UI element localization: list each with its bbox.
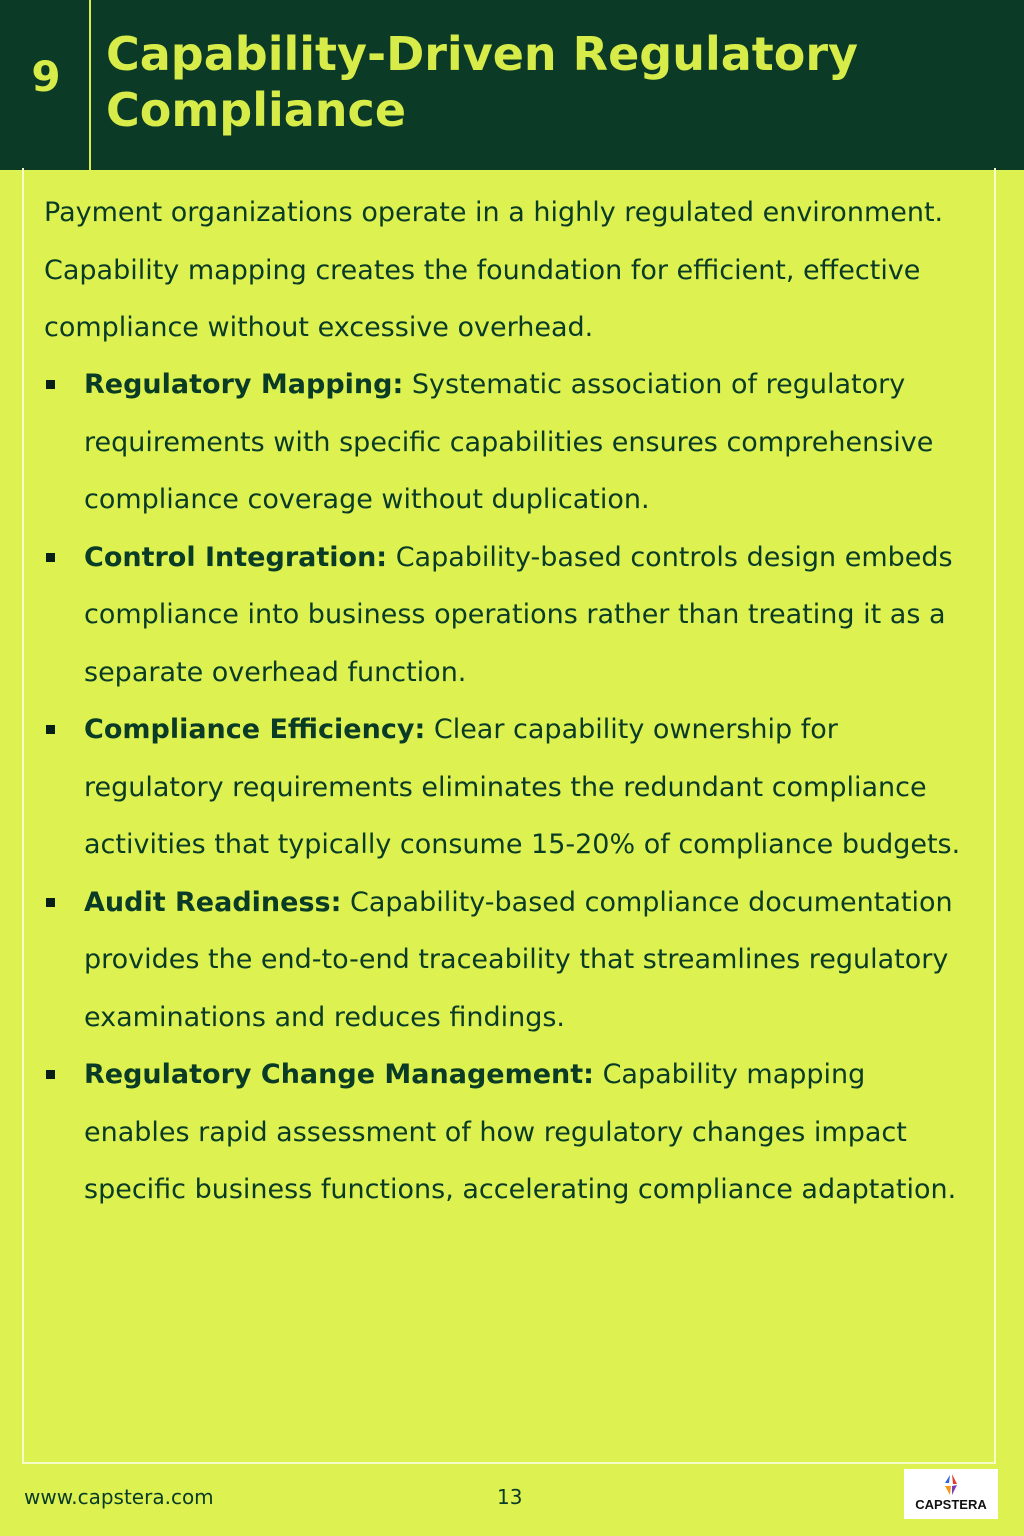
bullet-item-regulatory-mapping <box>44 356 974 529</box>
page-title: Capability-Driven Regulatory Compliance <box>106 27 859 137</box>
bullet-item-control-integration <box>44 529 974 702</box>
bullet-list <box>44 356 974 1219</box>
bullet-title: Regulatory Change Management: <box>84 1059 594 1090</box>
website-link[interactable]: www.capstera.com <box>24 1485 214 1509</box>
header-divider <box>89 0 91 170</box>
bullet-text: Capability mapping enables rapid assessment of how regulatory changes impact specific business functions, accelerating compliance adaptation. <box>84 1059 957 1205</box>
capstera-logo-icon <box>937 1473 965 1497</box>
square-bullet-icon <box>46 553 55 562</box>
bullet-text: Systematic association of regulatory requirements with specific capabilities ensures comprehensive compliance coverage without duplication. <box>84 369 934 515</box>
bullet-item-regulatory-change-management <box>44 1046 974 1219</box>
logo-text: CAPSTERA <box>915 1497 987 1512</box>
bullet-title: Regulatory Mapping: <box>84 369 404 400</box>
page-number: 13 <box>497 1485 523 1509</box>
bullet-item-compliance-efficiency <box>44 701 974 874</box>
square-bullet-icon <box>46 1070 55 1079</box>
bullet-text: Capability-based controls design embeds compliance into business operations rather than treating it as a separate overhead function. <box>84 541 953 688</box>
square-bullet-icon <box>46 898 55 907</box>
square-bullet-icon <box>46 725 55 734</box>
section-number: 9 <box>31 52 61 101</box>
square-bullet-icon <box>46 380 55 389</box>
bullet-text: Clear capability ownership for regulatory requirements eliminates the redundant compliance activities that typically consume 15-20% of compliance budgets. <box>84 714 961 860</box>
page-header <box>0 0 1024 170</box>
capstera-logo <box>904 1469 998 1519</box>
bullet-title: Control Integration: <box>84 541 388 573</box>
intro-paragraph: Payment organizations operate in a highly regulated environment. Capability mapping creates the foundation for efficient, effective compliance without excessive overhead. <box>44 197 944 343</box>
bullet-text: Capability-based compliance documentation provides the end-to-end traceability that streamlines regulatory examinations and reduces findings. <box>84 886 953 1033</box>
bullet-title: Audit Readiness: <box>84 886 342 918</box>
bullet-title: Compliance Efficiency: <box>84 714 426 745</box>
bullet-item-audit-readiness <box>44 874 974 1047</box>
